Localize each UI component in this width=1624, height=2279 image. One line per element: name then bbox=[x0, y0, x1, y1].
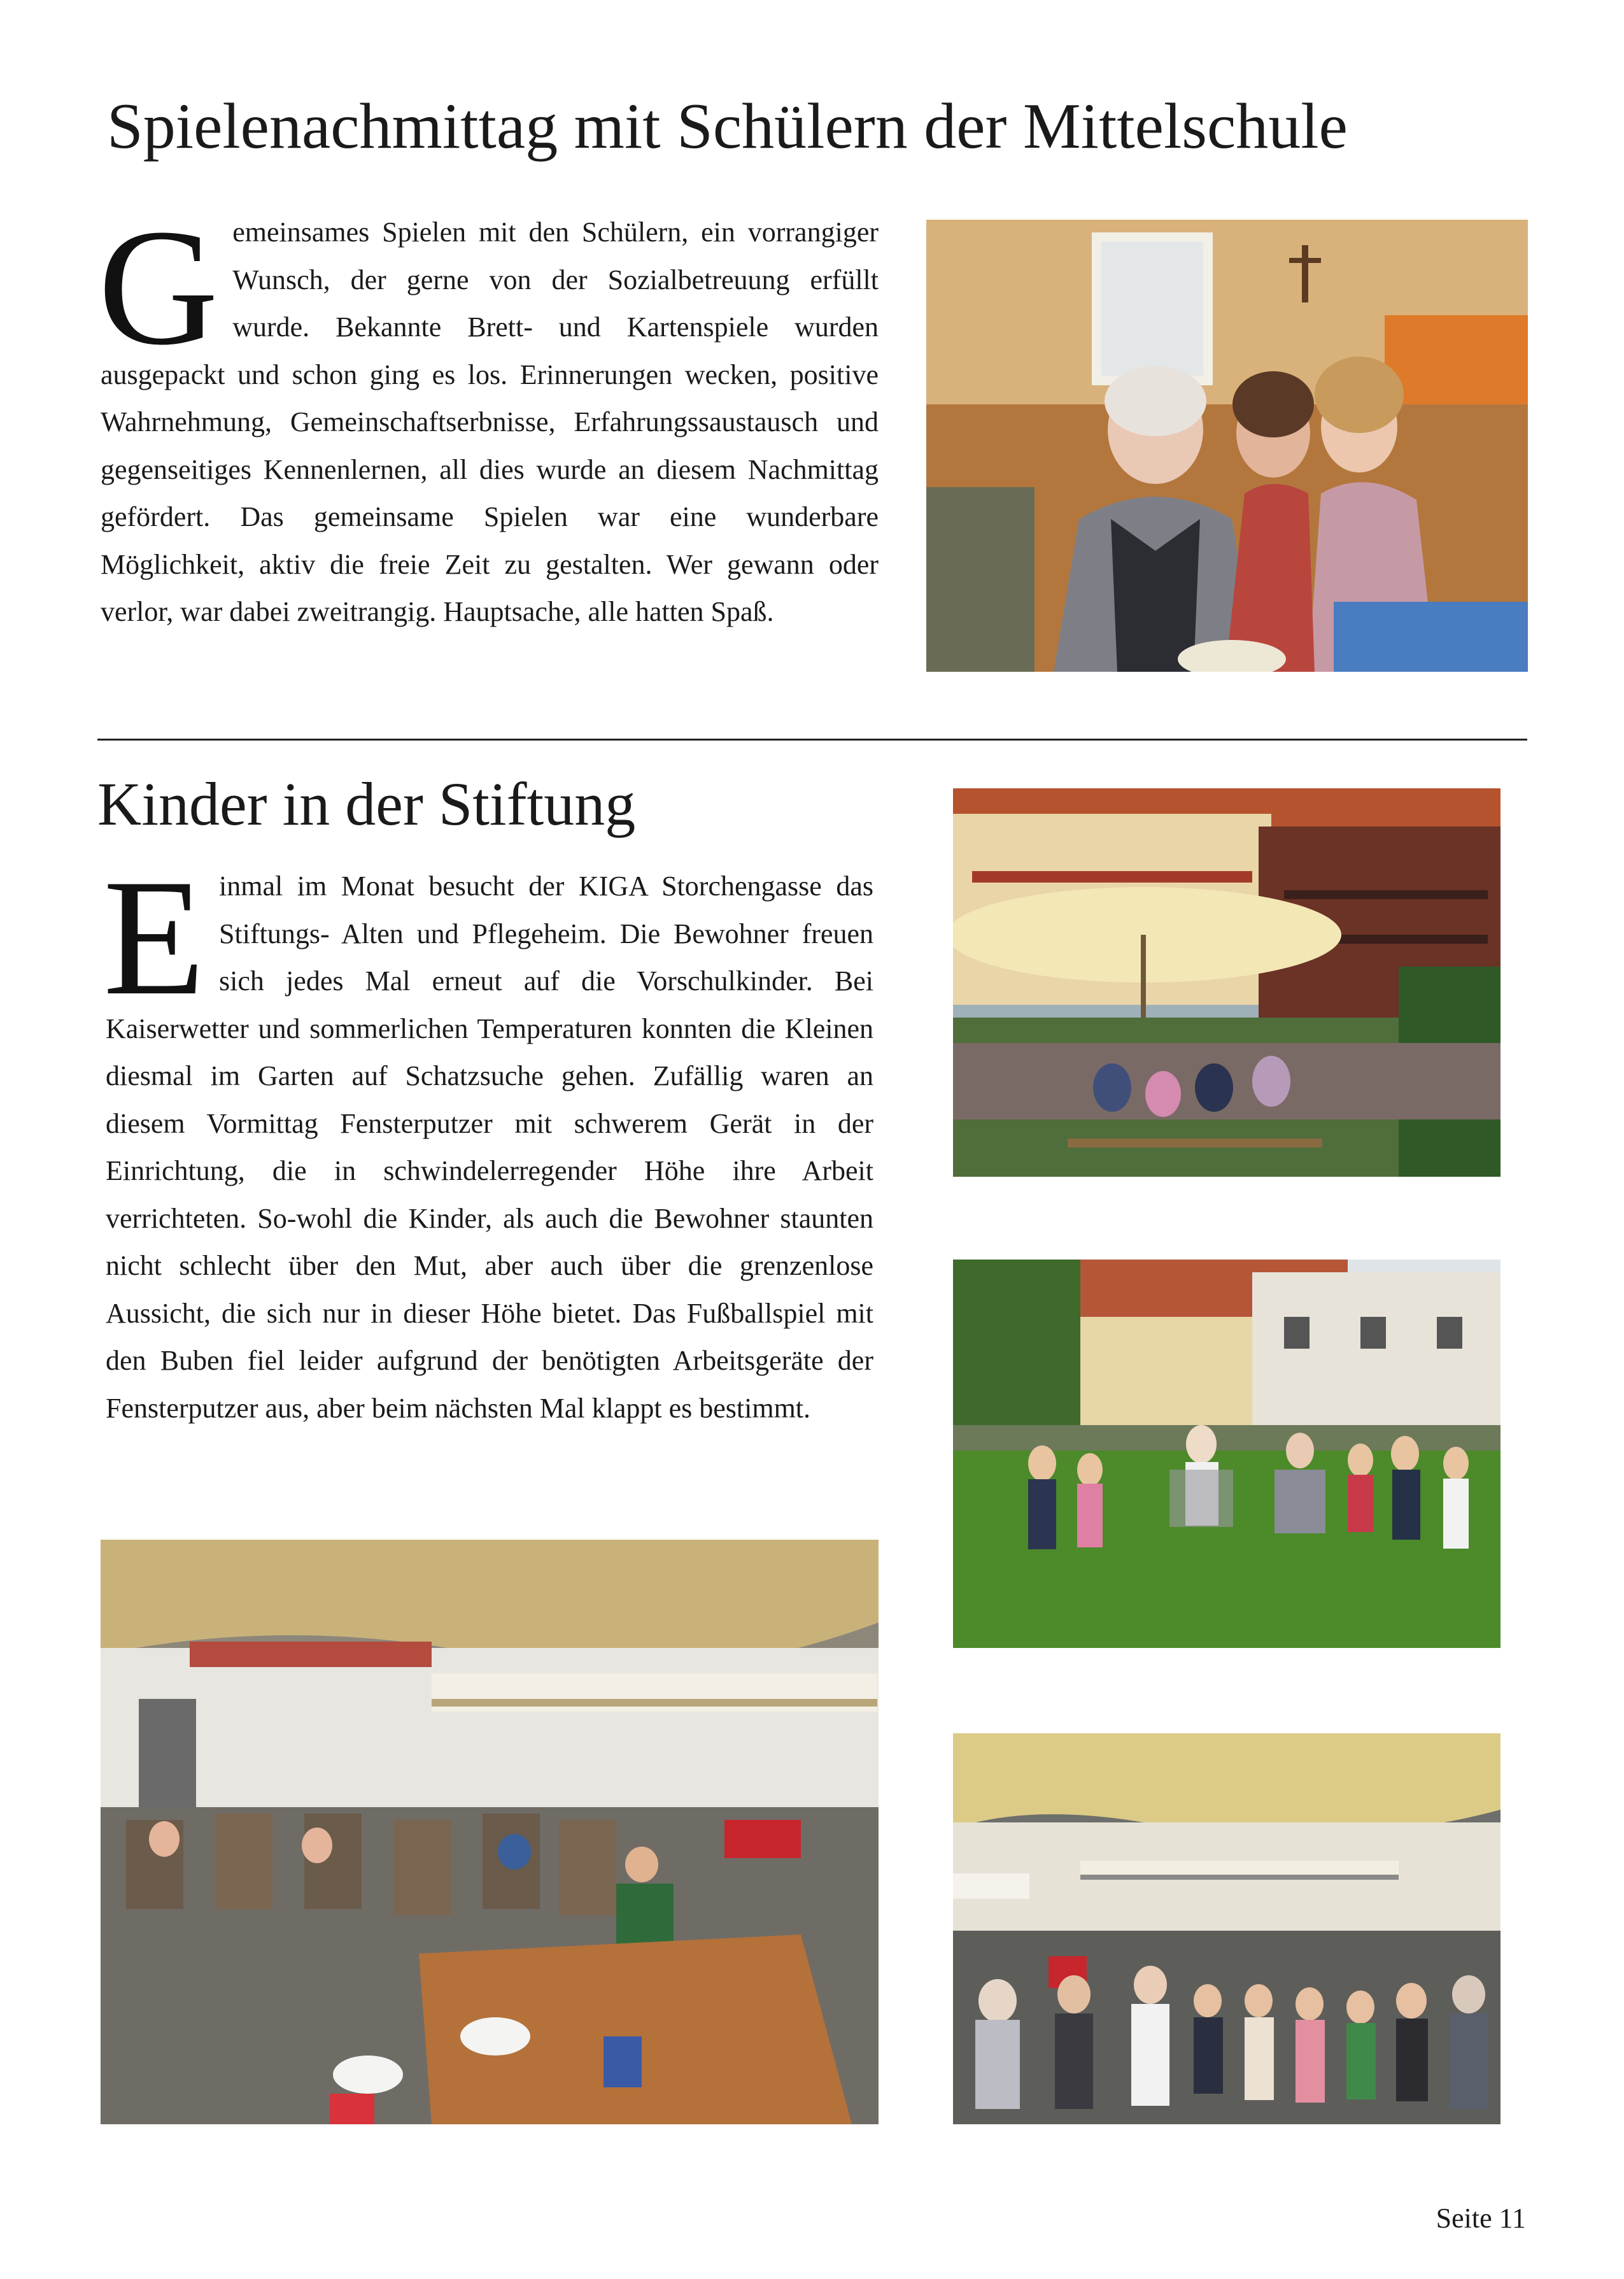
photo-children-lawn bbox=[953, 1260, 1500, 1648]
section1-body: emeinsames Spielen mit den Schülern, ein vorrangiger Wunsch, der gerne von der Sozialbetreuung erfüllt wurde. Bekannte Brett- und Kartenspiele wurden ausgepackt und schon ging es los. Erinnerungen wecken, positive Wahrnehmung, Gemeinschaftserbnisse, Erfahrungssaustausch und gegenseitiges Kennenlernen, all dies wurde an diesem Nachmittag gefördert. Das gemeinsame Spielen war eine wunderbare Möglichkeit, aktiv die freie Zeit zu gestalten. Wer gewann oder verlor, war dabei zweitrangig. Hauptsache, alle hatten Spaß. bbox=[101, 217, 879, 627]
section-divider bbox=[97, 739, 1527, 741]
section1-title: Spielenachmittag mit Schülern der Mittelschule bbox=[107, 90, 1348, 162]
section2-article bbox=[103, 845, 873, 1432]
section2-dropcap: E bbox=[103, 845, 206, 1030]
page-number: Seite 11 bbox=[1436, 2203, 1526, 2234]
photo-courtyard-parasol bbox=[953, 788, 1500, 1177]
section2-title: Kinder in der Stiftung bbox=[97, 770, 636, 838]
photo-game-afternoon bbox=[926, 220, 1528, 672]
photo-awning-seating bbox=[101, 1540, 879, 2124]
section1-article bbox=[98, 195, 879, 636]
photo-group-awning bbox=[953, 1733, 1500, 2124]
section1-dropcap: G bbox=[98, 195, 219, 380]
section2-body: inmal im Monat besucht der KIGA Storchengasse das Stiftungs- Alten und Pflegeheim. Die Bewohner freuen sich jedes Mal erneut auf die Vorschulkinder. Bei Kaiserwetter und sommerlichen Temperaturen konnten die Kleinen diesmal im Garten auf Schatzsuche gehen. Zufällig waren an diesem Vormittag Fensterputzer mit schwerem Gerät in der Einrichtung, die in schwindelerregender Höhe ihre Arbeit verrichteten. So-wohl die Kinder, als auch die Bewohner staunten nicht schlecht über den Mut, aber auch über die grenzenlose Aussicht, die sich nur in dieser Höhe bietet. Das Fußballspiel mit den Buben fiel leider aufgrund der benötigten Arbeitsgeräte der Fensterputzer aus, aber beim nächsten Mal klappt es bestimmt. bbox=[106, 870, 873, 1424]
